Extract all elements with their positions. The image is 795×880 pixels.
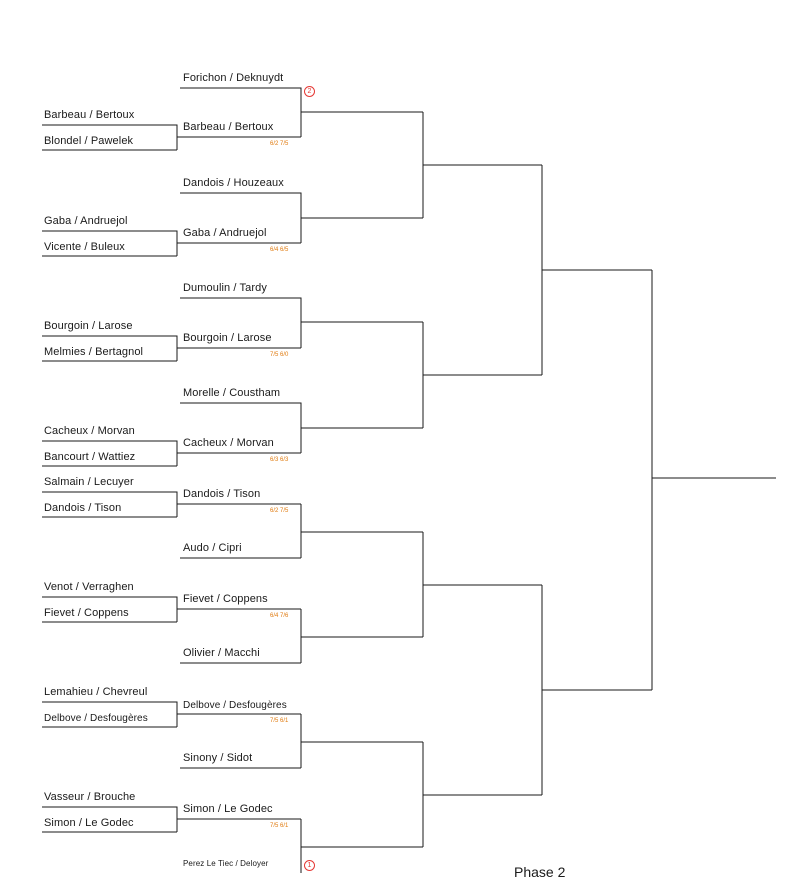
- r1-m8-top-team: Vasseur / Brouche: [44, 791, 136, 803]
- r2-m4-bottom-team: Cacheux / Morvan: [183, 437, 274, 449]
- r1-m3-bottom-team: Melmies / Bertagnol: [44, 346, 144, 358]
- r1-m6-top-team: Venot / Verraghen: [44, 581, 134, 593]
- r1-m4-bottom-team: Bancourt / Wattiez: [44, 451, 136, 463]
- r2-m1-top-team: Forichon / Deknuydt: [183, 72, 284, 84]
- r1-m6-bottom-team: Fievet / Coppens: [44, 607, 129, 619]
- r4-m2-connector: [542, 585, 652, 795]
- r2-m5-top-team: Dandois / Tison: [183, 488, 261, 500]
- r2-m1-score: 6/2 7/5: [270, 141, 289, 147]
- r2-m8-top-team: Simon / Le Godec: [183, 803, 273, 815]
- r1-m2-bottom-team: Vicente / Buleux: [44, 241, 125, 253]
- r1-m7-bottom-team: Delbove / Desfougères: [44, 713, 148, 724]
- r2-m4-top-team: Morelle / Coustham: [183, 387, 281, 399]
- r1-m1-top-team: Barbeau / Bertoux: [44, 109, 135, 121]
- r2-m5-score: 6/2 7/5: [270, 508, 289, 514]
- r4-m1-connector: [542, 165, 652, 375]
- r2-m3-bottom-team: Bourgoin / Larose: [183, 332, 272, 344]
- seed-badge: 2: [304, 86, 315, 97]
- r2-m6-score: 6/4 7/6: [270, 613, 289, 619]
- r2-m1-bottom-team: Barbeau / Bertoux: [183, 121, 274, 133]
- r2-m8-bottom-team: Perez Le Tiec / Deloyer: [183, 859, 269, 868]
- r2-m3-score: 7/5 6/0: [270, 352, 289, 358]
- r2-m2-bottom-team: Gaba / Andruejol: [183, 227, 267, 239]
- r2-m2-top-team: Dandois / Houzeaux: [183, 177, 284, 189]
- r2-m7-score: 7/5 6/1: [270, 718, 289, 724]
- phase-label: Phase 2: [514, 864, 566, 880]
- r1-m7-top-team: Lemahieu / Chevreul: [44, 686, 148, 698]
- r1-m5-bottom-team: Dandois / Tison: [44, 502, 122, 514]
- r3-m1-connector: [423, 112, 542, 218]
- r2-m8-score: 7/5 6/1: [270, 823, 289, 829]
- r5-connector: [652, 270, 776, 690]
- r2-m8-connector: [301, 819, 423, 873]
- r1-m3-top-team: Bourgoin / Larose: [44, 320, 133, 332]
- r1-m2-top-team: Gaba / Andruejol: [44, 215, 128, 227]
- r1-m8-bottom-team: Simon / Le Godec: [44, 817, 134, 829]
- r3-m4-connector: [423, 742, 542, 847]
- r2-m7-top-team: Delbove / Desfougères: [183, 700, 287, 711]
- seed-badge: 1: [304, 860, 315, 871]
- r1-m4-top-team: Cacheux / Morvan: [44, 425, 135, 437]
- r1-m1-bottom-team: Blondel / Pawelek: [44, 135, 134, 147]
- r2-m3-top-team: Dumoulin / Tardy: [183, 282, 267, 294]
- r3-m2-connector: [423, 322, 542, 428]
- r2-m6-top-team: Fievet / Coppens: [183, 593, 268, 605]
- r2-m4-score: 6/3 6/3: [270, 457, 289, 463]
- r2-m7-bottom-team: Sinony / Sidot: [183, 752, 253, 764]
- r2-m2-score: 6/4 6/5: [270, 247, 289, 253]
- r1-m5-top-team: Salmain / Lecuyer: [44, 476, 134, 488]
- r2-m6-bottom-team: Olivier / Macchi: [183, 647, 260, 659]
- r2-m5-bottom-team: Audo / Cipri: [183, 542, 242, 554]
- r3-m3-connector: [423, 532, 542, 637]
